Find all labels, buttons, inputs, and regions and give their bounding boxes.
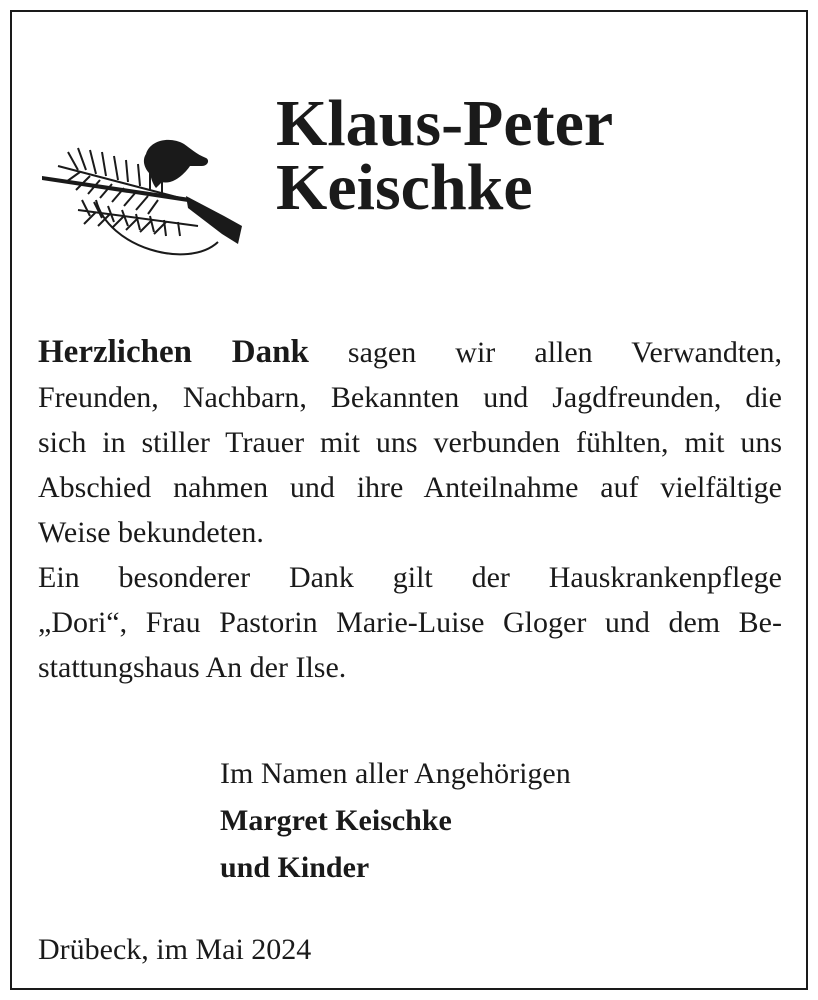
- thanks-text: [38, 330, 782, 690]
- name-line-2: Keischke: [276, 151, 533, 224]
- deceased-name: [276, 87, 614, 224]
- signature-line-2: Margret Keischke: [220, 804, 452, 837]
- thanks-line-3: sich in stiller Trauer mit uns verbunden fühlten, mit uns: [38, 426, 782, 459]
- thanks-line-8: stattungshaus An der Ilse.: [38, 651, 347, 684]
- thanks-line-5: Weise bekundeten.: [38, 516, 264, 549]
- thanks-lead: Herzlichen Dank: [38, 334, 309, 370]
- place-date: Drübeck, im Mai 2024: [38, 933, 312, 966]
- notice-frame: [10, 10, 808, 990]
- thanks-line-1-rest: sagen wir allen Verwandten,: [308, 336, 782, 369]
- signature-line-3: und Kinder: [220, 851, 370, 884]
- signature-line-1: Im Namen aller Angehörigen: [220, 757, 571, 790]
- thanks-line-1: [38, 330, 782, 375]
- thanks-line-2: Freunden, Nachbarn, Bekannten und Jagdfreunden, die: [38, 381, 782, 414]
- hunting-emblem-icon: [38, 130, 250, 264]
- thanks-line-7: „Dori“, Frau Pastorin Marie-Luise Gloger und dem Be-: [38, 606, 782, 639]
- name-line-1: Klaus-Peter: [276, 87, 614, 160]
- thanks-line-6: Ein besonderer Dank gilt der Hauskrankenpflege: [38, 561, 782, 594]
- signature-block: [220, 750, 571, 891]
- thanks-line-4: Abschied nahmen und ihre Anteilnahme auf vielfältige: [38, 471, 782, 504]
